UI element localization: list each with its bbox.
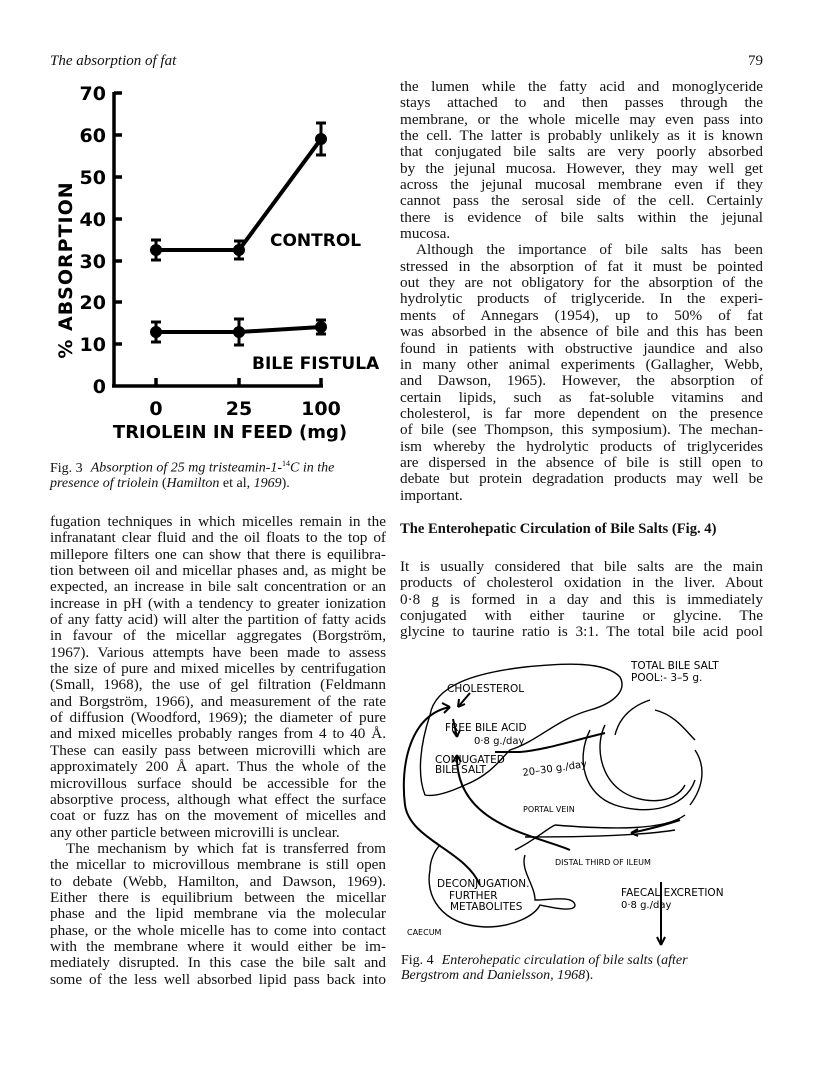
paragraph: The mechanism by which fat is transferred from the micellar to microvillous membrane is still open to debate (Webb, Hamilton, and Dawson, 1969). Either there is equilibrium between the micellar phase and the lipid membrane via the molecular phase, or the whole micelle has to come into contact with the membrane where it would either be im- mediately disrupted. In this case the bile salt and some of the less well absorbed lipid pass back into [50,839,386,988]
svg-text:70: 70 [79,83,106,105]
svg-text:CHOLESTEROL: CHOLESTEROL [447,683,525,695]
svg-text:40: 40 [79,209,106,231]
paragraph: It is usually considered that bile salts are the main products of cholesterol oxidation in the liver. About 0·8 g is formed in a day and this is immediately conjugated with either taurine or glycine. The glycine to taurine ratio is 3:1. The total bile acid pool [400,558,763,641]
svg-text:FURTHER: FURTHER [449,890,498,902]
figure-4-caption: Fig. 4 Enterohepatic circulation of bile salts (after Bergstrom and Danielsson, 1968). [401,953,688,983]
figure-3-chart [40,80,380,450]
svg-text:FAECAL EXCRETION: FAECAL EXCRETION [621,887,724,899]
section-heading: The Enterohepatic Circulation of Bile Salts (Fig. 4) [400,521,717,537]
series-bile-fistula [151,319,327,345]
right-column-text [400,79,763,504]
paragraph: Although the importance of bile salts has been stressed in the absorption of fat it must be pointed out they are not obligatory for the absorption of the hydrolytic products of triglyceride. In the experi- ments of Annegars (1954), up to 50% of fat was absorbed in the absence of bile and this has been found in patients with obstructive jaundice and also in many other animal experiments (Gallagher, Webb, and Dawson, 1965). However, the absorption of certain lipids, such as fat-soluble vitamins and cholesterol, is far more dependent on the presence of bile (see Thompson, this symposium). The mechan- ism whereby the hydrolytic products of triglycerides are dispersed in the absence of bile is still open to debate but protein degradation products may well be important. [400,241,763,504]
running-title: The absorption of fat [50,53,177,69]
svg-text:10: 10 [79,334,106,356]
svg-text:0·8 g./day: 0·8 g./day [621,900,672,911]
svg-text:DISTAL THIRD OF ILEUM: DISTAL THIRD OF ILEUM [555,858,651,867]
svg-text:30: 30 [79,251,106,273]
svg-text:BILE SALT: BILE SALT [435,764,486,776]
svg-text:METABOLITES: METABOLITES [450,901,523,913]
svg-text:0·8 g./day: 0·8 g./day [474,736,525,747]
y-axis-label: % ABSORPTION [55,181,77,359]
diagram-labels [407,660,724,937]
paragraph: fugation techniques in which micelles remain in the infranatant clear fluid and the oil floats to the top of millepore filters one can show that there is equilibra- tion between oil and micellar phases and, as might be expected, an increase in bile salt concentration or an increase in pH (with a tendency to greater ionization of any fatty acid) will alter the partition of fatty acids in favour of the micellar aggregates (Borgström, 1967). Various attempts have been made to assess the size of pure and mixed micelles by centrifugation (Small, 1968), the use of gel filtration (Feldmann and Borgström, 1966), and measurement of the rate of diffusion (Woodford, 1969); the diameter of pure and mixed micelles probably ranges from 4 to 40 Å. These can easily pass between microvilli which are approximately 200 Å apart. Thus the whole of the microvillous surface should be accessible for the absorptive process, although what effect the surface coat or fuzz has on the movement of micelles and any other particle between microvilli is unclear. [50,513,386,841]
svg-text:50: 50 [79,167,106,189]
figure-4-diagram [395,655,815,950]
left-column-text [50,514,386,988]
x-axis-label: TRIOLEIN IN FEED (mg) [112,422,348,443]
figure-3-label: Fig. 3 [50,460,83,476]
series-label-control: CONTROL [270,231,362,251]
svg-text:60: 60 [79,125,106,147]
figure-4-label: Fig. 4 [401,953,434,968]
svg-text:100: 100 [301,398,341,420]
y-tick-labels [80,83,106,398]
svg-text:FREE BILE ACID: FREE BILE ACID [445,722,527,734]
svg-text:PORTAL VEIN: PORTAL VEIN [523,805,575,814]
svg-text:25: 25 [225,398,253,420]
right-column-text-2 [400,559,763,641]
svg-text:DECONJUGATION.: DECONJUGATION. [437,878,530,890]
paragraph: the lumen while the fatty acid and monoglyceride stays attached to and then passes through the membrane, or the whole micelle may even pass into the cell. The latter is probably unlikely as it is known that conjugated bile salts are very poorly absorbed by the jejunal mucosa. However, they may well get across the jejunal mucosal membrane even if they cannot pass the serosal side of the cell. Certainly there is evidence of bile salts within the jejunal mucosa. [400,78,763,243]
page-number: 79 [748,53,763,69]
x-tick-labels [149,398,340,420]
svg-text:0: 0 [92,376,106,398]
svg-text:TOTAL BILE SALT: TOTAL BILE SALT [631,660,719,672]
svg-text:20–30 g./day: 20–30 g./day [521,759,588,779]
series-label-bile-fistula: BILE FISTULA [252,354,380,374]
figure-3-caption: Fig. 3 Absorption of 25 mg tristeamin-1-$^{14}$C in the presence of triolein (Hamilton et al, 1969). [50,459,335,491]
svg-text:CONJUGATED: CONJUGATED [435,754,505,766]
svg-text:0: 0 [149,398,163,420]
svg-text:CAECUM: CAECUM [407,928,442,937]
svg-text:20: 20 [79,292,106,314]
svg-text:POOL:- 3–5 g.: POOL:- 3–5 g. [631,672,703,684]
